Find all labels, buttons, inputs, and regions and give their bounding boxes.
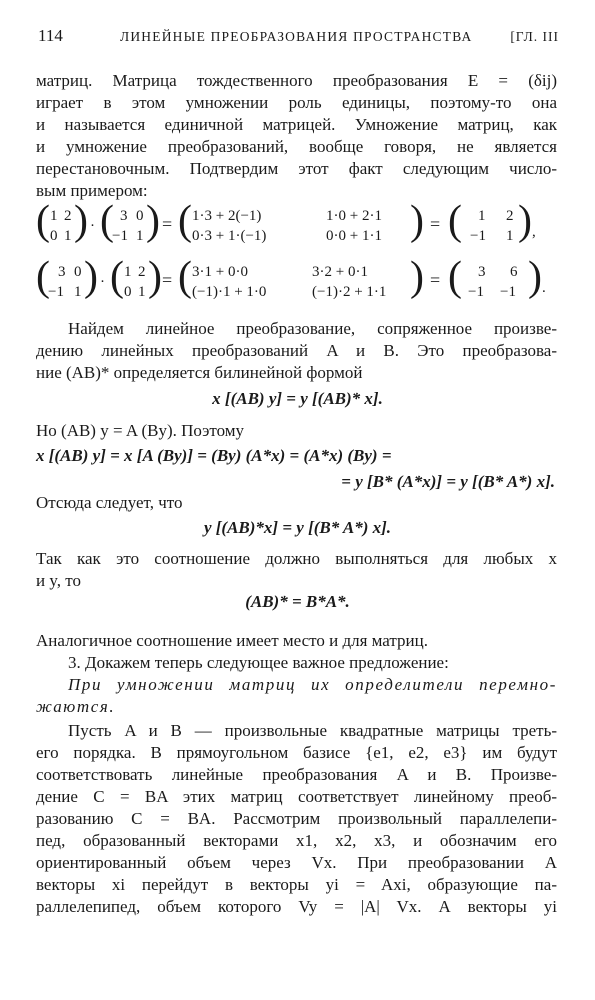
paragraph-line: и называется единичной матрицей. Умножение матриц, как [36, 115, 557, 134]
paragraph-line: векторы xi перейдут в векторы yi = Axi, образующие па- [36, 875, 557, 894]
matrix-cell: 1 [64, 228, 72, 244]
matrix-cell: (−1)·2 + 1·1 [312, 284, 387, 300]
matrix-cell: 3 [58, 264, 66, 280]
matrix-cell: 1·0 + 2·1 [326, 208, 382, 224]
paragraph-line: матриц. Матрица тождественного преобразования E = (δij) [36, 71, 557, 90]
chapter-label: [ГЛ. III [510, 29, 559, 44]
book-page: 114 ЛИНЕЙНЫЕ ПРЕОБРАЗОВАНИЯ ПРОСТРАНСТВА [ГЛ. III матриц. Матрица тождественного преобразования E = (δij) играет в этом умножении роль единицы, поэтому-то она и называется единичной матрицей. Умножение матриц, как и умножение преобразований, вообще говоря, не является перестановочным. Подтвердим этот факт следующим число- вым примером: ( 1 2 0 1 ) · ( 3 0 −1 1 ) = ( 1·3 + 2(−1) 1·0 + 2·1 0·3 + 1·(−1) 0·0 + 1·1 ) = ( 1 2 −1 1 ) , ( 3 0 −1 1 ) · ( 1 2 0 1 ) = ( 3·1 + 0·0 3·2 + 0·1 (−1)·1 + 1·0 (−1)·2 + 1·1 ) = ( 3 6 −1 −1 ) . Найдем линейное преобразование, сопряженное произве- дению линейных преобразований A и B. Это преобразова- ние (AB)* определяется билинейной формой x [(AB) y] = y [(AB)* x]. Но (AB) y = A (By). Поэтому x [(AB) y] = x [A (By)] = (By) (A*x) = (A*x) (By) = = y [B* (A*x)] = y [(B* A*) x]. Отсюда следует, что y [(AB)*x] = y [(B* A*) x]. Так как это соотношение должно выполняться для любых x и y, то (AB)* = B*A*. Аналогичное соотношение имеет место и для матриц. 3. Докажем теперь следующее важное предложение: При умножении матриц их определители перемно- жаются. Пусть A и B — произвольные квадратные матрицы треть- его порядка. В прямоугольном базисе {e1, e2, e3} им будут соответствовать линейные преобразования A и B. Произве- дение C = BA этих матриц соответствует линейному преоб- разованию C = BA. Рассмотрим произвольный параллелепи- пед, образованный векторами x1, x2, x3, и обозначим его ориентированный объем через Vx. При преобразовании A векторы xi перейдут в векторы yi = Axi, образующие па- раллелепипед, объем которого Vy = |A| Vx. А векторы yi [0, 0, 595, 1000]
paragraph-line: Пусть A и B — произвольные квадратные матрицы треть- [68, 721, 557, 740]
formula-derivation-line2: = y [B* (A*x)] = y [(B* A*) x]. [341, 472, 555, 491]
matrix-cell: 2 [64, 208, 72, 224]
paragraph-line: Но (AB) y = A (By). Поэтому [36, 421, 245, 440]
paragraph-line: вым примером: [36, 181, 148, 200]
matrix-cell: (−1)·1 + 1·0 [192, 284, 267, 300]
page-number: 114 [38, 26, 63, 45]
matrix-cell: 1 [136, 228, 144, 244]
paragraph-line: Так как это соотношение должно выполняться для любых x [36, 549, 557, 568]
matrix-cell: 3·1 + 0·0 [192, 264, 248, 280]
matrix-cell: 0 [50, 228, 58, 244]
matrix-cell: 0·0 + 1·1 [326, 228, 382, 244]
matrix-cell: 2 [138, 264, 146, 280]
matrix-cell: 3 [478, 264, 486, 280]
paragraph-line: 3. Докажем теперь следующее важное предложение: [68, 653, 449, 672]
paragraph-line: ориентированный объем через Vx. При преобразовании A [36, 853, 557, 872]
paragraph-line: разованию C = BA. Рассмотрим произвольный параллелепи- [36, 809, 557, 828]
page-header [38, 26, 559, 50]
theorem-line: При умножении матриц их определители перемно- [68, 675, 557, 694]
paragraph-line: Найдем линейное преобразование, сопряженное произве- [68, 319, 557, 338]
matrix-cell: −1 [470, 228, 486, 244]
paragraph-line: соответствовать линейные преобразования A и B. Произве- [36, 765, 557, 784]
theorem-line: жаются. [36, 697, 116, 716]
formula-bilinear-form: x [(AB) y] = y [(AB)* x]. [212, 389, 383, 408]
matrix-cell: 1 [74, 284, 82, 300]
matrix-cell: −1 [112, 228, 128, 244]
matrix-cell: 0 [124, 284, 132, 300]
paragraph-line: пед, образованный векторами x1, x2, x3, и обозначим его [36, 831, 557, 850]
matrix-cell: −1 [48, 284, 64, 300]
matrix-cell: 3·2 + 0·1 [312, 264, 368, 280]
matrix-cell: 0 [136, 208, 144, 224]
running-title: ЛИНЕЙНЫЕ ПРЕОБРАЗОВАНИЯ ПРОСТРАНСТВА [120, 29, 473, 44]
paragraph-line: Аналогичное соотношение имеет место и для матриц. [36, 631, 428, 650]
paragraph-line: и умножение преобразований, вообще говоря, не является [36, 137, 557, 156]
matrix-cell: 3 [120, 208, 128, 224]
paragraph-line: Отсюда следует, что [36, 493, 183, 512]
matrix-cell: 1 [138, 284, 146, 300]
paragraph-line: ние (AB)* определяется билинейной формой [36, 363, 363, 382]
paragraph-line: его порядка. В прямоугольном базисе {e1, e2, e3} им будут [36, 743, 557, 762]
formula-identity: y [(AB)*x] = y [(B* A*) x]. [203, 518, 392, 537]
formula-adjoint-product: (AB)* = B*A*. [245, 592, 350, 611]
paragraph-line: раллелепипед, объем которого Vy = |A| Vx. А векторы yi [36, 897, 557, 916]
formula-derivation-line1: x [(AB) y] = x [A (By)] = (By) (A*x) = (A*x) (By) = [36, 446, 392, 465]
matrix-cell: −1 [500, 284, 516, 300]
matrix-cell: 1 [478, 208, 486, 224]
matrix-cell: 0·3 + 1·(−1) [192, 228, 267, 244]
matrix-cell: 2 [506, 208, 514, 224]
matrix-cell: 0 [74, 264, 82, 280]
matrix-cell: 1 [124, 264, 132, 280]
paragraph-line: играет в этом умножении роль единицы, поэтому-то она [36, 93, 557, 112]
paragraph-line: дение C = BA этих матриц соответствует линейному преоб- [36, 787, 557, 806]
matrix-cell: 1 [50, 208, 58, 224]
paragraph-line: перестановочным. Подтвердим этот факт следующим число- [36, 159, 557, 178]
paragraph-line: дению линейных преобразований A и B. Это преобразова- [36, 341, 557, 360]
matrix-cell: −1 [468, 284, 484, 300]
paragraph-line: и y, то [36, 571, 81, 590]
matrix-cell: 1·3 + 2(−1) [192, 208, 262, 224]
matrix-cell: 1 [506, 228, 514, 244]
matrix-cell: 6 [510, 264, 518, 280]
